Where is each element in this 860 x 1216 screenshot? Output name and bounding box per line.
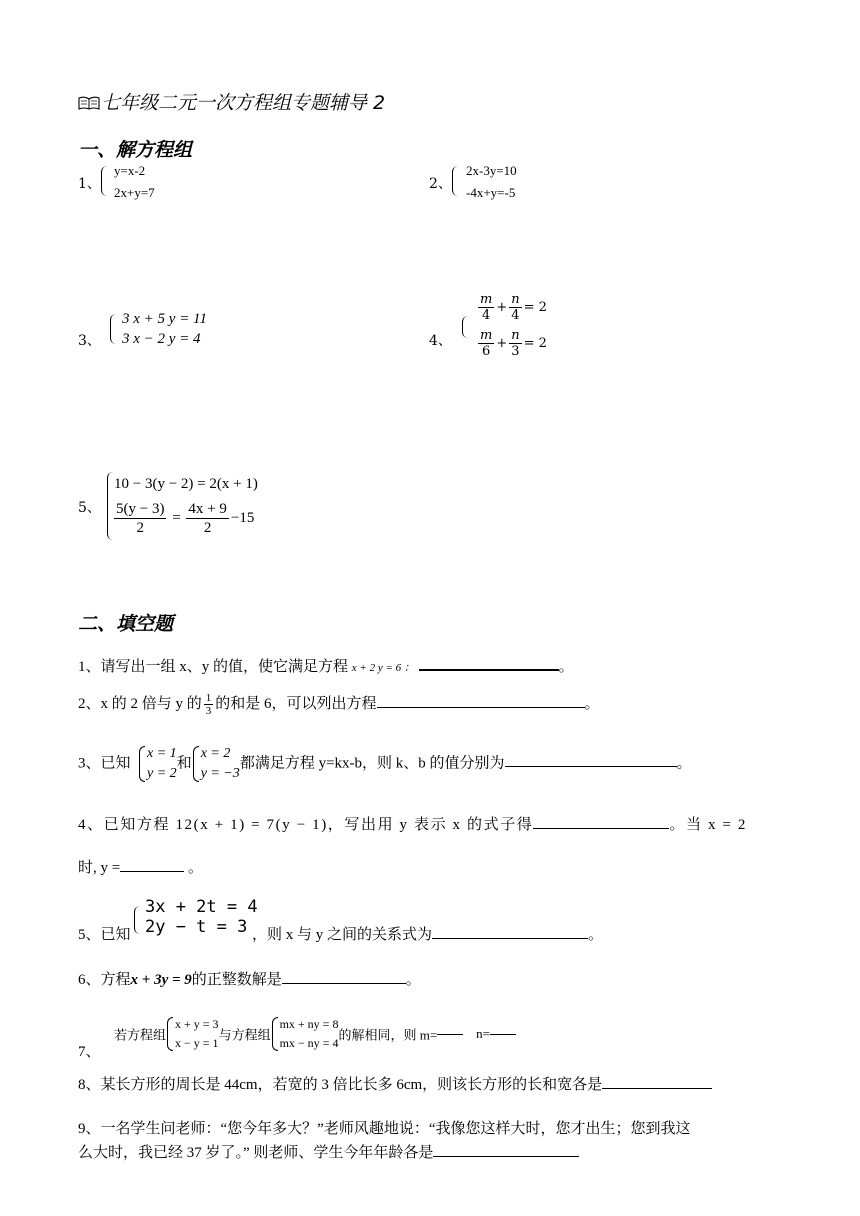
problem-4-row2 <box>476 328 547 359</box>
question-9-text: 么大时，我已经 37 岁了。” 则老师、学生今年年龄各是 <box>78 1145 434 1161</box>
question-5 <box>78 923 131 944</box>
answer-blank[interactable] <box>419 669 559 671</box>
period: 。 <box>405 972 421 988</box>
question-8 <box>78 1073 712 1094</box>
problem-4-label: 4、 <box>429 333 452 349</box>
problem-4-row1 <box>476 292 547 323</box>
denominator: 2 <box>203 520 212 536</box>
and-text: 与方程组 <box>218 1027 271 1043</box>
question-4-text-c: 时, y = <box>78 860 121 876</box>
period: 。 <box>584 696 600 712</box>
numerator: n <box>511 328 520 343</box>
question-6 <box>78 968 421 989</box>
denominator: 6 <box>482 344 491 359</box>
question-5-text-b: ，则 x 与 y 之间的关系式为 <box>252 927 433 943</box>
problem-4-brace <box>462 316 469 338</box>
question-1-equation: x + 2 y = 6 ： <box>351 662 415 674</box>
question-3-text-b: 都满足方程 y=kx-b，则 k、b 的值分别为 <box>239 755 505 772</box>
numerator: m <box>480 292 493 307</box>
question-5-text-a: 5、已知 <box>78 927 131 943</box>
answer-blank[interactable] <box>432 938 588 939</box>
problem-1-label: 1、 <box>78 176 101 192</box>
numerator: 4x + 9 <box>188 501 227 517</box>
tail: −15 <box>230 509 255 526</box>
question-7-text-c: n= <box>476 1026 490 1041</box>
equals: = <box>172 509 181 526</box>
and-text: 和 <box>176 755 192 772</box>
question-9-line2 <box>78 1141 579 1162</box>
system-1-eq1: x + y = 3 <box>175 1017 219 1031</box>
title-text: 七年级二元一次方程组专题辅导 2 <box>101 92 386 114</box>
operator: + <box>496 300 508 315</box>
problem-2-eq2: -4x+y=-5 <box>466 185 516 200</box>
question-5-rest <box>252 923 603 944</box>
denominator: 3 <box>511 344 520 359</box>
question-8-text: 8、某长方形的周长是 44cm，若宽的 3 倍比长多 6cm，则该长方形的长和宽各是 <box>78 1077 603 1093</box>
period: 。 <box>588 927 604 943</box>
question-7-text-b: 的解相同，则 m= <box>338 1027 438 1043</box>
problem-2-label: 2、 <box>429 176 452 192</box>
system-1 <box>138 744 177 784</box>
open-book-icon <box>78 96 100 110</box>
answer-blank[interactable] <box>282 983 406 984</box>
problem-5-eq1: 10 − 3(y − 2) = 2(x + 1) <box>114 476 258 492</box>
question-6-text-a: 6、方程 <box>78 972 131 988</box>
problem-5-eq2 <box>112 500 254 537</box>
problem-1-eq1: y=x-2 <box>114 163 146 178</box>
question-4-text-b: 。当 x = 2 <box>669 817 747 833</box>
fraction <box>509 328 521 359</box>
operator: + <box>496 336 508 351</box>
system-1-eq2: y = 2 <box>147 766 177 781</box>
answer-blank[interactable] <box>602 1088 712 1089</box>
numerator: n <box>511 292 520 307</box>
system-2-eq2: mx − ny = 4 <box>279 1036 339 1050</box>
denominator: 2 <box>136 520 144 536</box>
question-4-text-a: 4、已知方程 12(x + 1) = 7(y − 1)，写出用 y 表示 x 的式子得 <box>78 817 534 833</box>
fraction <box>478 328 494 359</box>
question-2-text-a: 2、x 的 2 倍与 y 的 <box>78 696 202 712</box>
fraction <box>509 292 521 323</box>
problem-3-brace <box>110 314 117 344</box>
system-1-eq2: x − y = 1 <box>175 1036 219 1050</box>
period: 。 <box>676 755 692 772</box>
question-1-text: 1、请写出一组 x、y 的值，使它满足方程 <box>78 659 349 675</box>
period: 。 <box>187 860 203 876</box>
problem-1-eq2: 2x+y=7 <box>114 185 155 200</box>
answer-blank-n[interactable] <box>490 1034 516 1035</box>
question-4 <box>78 813 747 834</box>
system-2 <box>192 744 240 784</box>
fraction <box>204 692 214 717</box>
numerator: m <box>480 328 493 343</box>
system-2-eq2: y = −3 <box>200 766 240 781</box>
question-4-line2 <box>78 856 203 877</box>
question-9-line1: 9、一名学生问老师：“您今年多大？”老师风趣地说：“我像您这样大时，您才出生；您到我这 <box>78 1121 691 1137</box>
section-heading-fill: 二、填空题 <box>78 613 174 635</box>
rhs: = 2 <box>523 300 547 315</box>
numerator: 5(y − 3) <box>116 501 165 517</box>
problem-1-brace <box>101 166 108 196</box>
answer-blank[interactable] <box>120 871 184 872</box>
page-title <box>78 88 385 115</box>
question-5-eq2: 2y − t = 3 <box>145 917 248 937</box>
question-3-text-a: 3、已知 <box>78 755 131 772</box>
question-5-system <box>145 897 258 937</box>
problem-2-brace <box>452 166 459 196</box>
denominator: 4 <box>482 308 491 323</box>
rhs: = 2 <box>523 336 547 351</box>
answer-blank[interactable] <box>433 1156 579 1157</box>
system-1-eq1: x = 1 <box>147 746 177 761</box>
problem-3-label: 3、 <box>78 333 101 349</box>
fraction <box>478 292 494 323</box>
period: 。 <box>558 659 574 675</box>
problem-3-eq2: 3 x − 2 y = 4 <box>122 331 201 347</box>
question-5-eq1: 3x + 2t = 4 <box>145 897 258 917</box>
question-7-label: 7、 <box>78 1044 101 1060</box>
answer-blank[interactable] <box>377 707 585 708</box>
question-7 <box>114 1015 516 1053</box>
question-6-equation: x + 3y = 9 <box>130 972 192 988</box>
fraction <box>186 500 228 537</box>
question-6-text-b: 的正整数解是 <box>191 972 282 988</box>
question-7-text-a: 若方程组 <box>114 1027 167 1043</box>
answer-blank[interactable] <box>505 766 677 767</box>
numerator: 1 <box>205 692 212 705</box>
question-5-brace <box>134 906 141 934</box>
question-2 <box>78 692 600 717</box>
problem-2-eq1: 2x-3y=10 <box>466 163 517 178</box>
denominator: 3 <box>205 705 212 718</box>
answer-blank-m[interactable] <box>437 1034 463 1035</box>
system-2-eq1: x = 2 <box>200 746 231 761</box>
system-2 <box>271 1015 339 1053</box>
question-3 <box>78 744 692 784</box>
question-1 <box>78 655 574 676</box>
problem-3-eq1: 3 x + 5 y = 11 <box>122 311 207 327</box>
section-heading-solve: 一、解方程组 <box>78 139 193 161</box>
question-2-text-b: 的和是 6，可以列出方程 <box>215 696 377 712</box>
answer-blank[interactable] <box>533 828 669 829</box>
fraction <box>114 500 166 537</box>
problem-5-label: 5、 <box>78 500 101 516</box>
system-1 <box>166 1015 219 1053</box>
system-2-eq1: mx + ny = 8 <box>279 1017 339 1031</box>
denominator: 4 <box>511 308 520 323</box>
